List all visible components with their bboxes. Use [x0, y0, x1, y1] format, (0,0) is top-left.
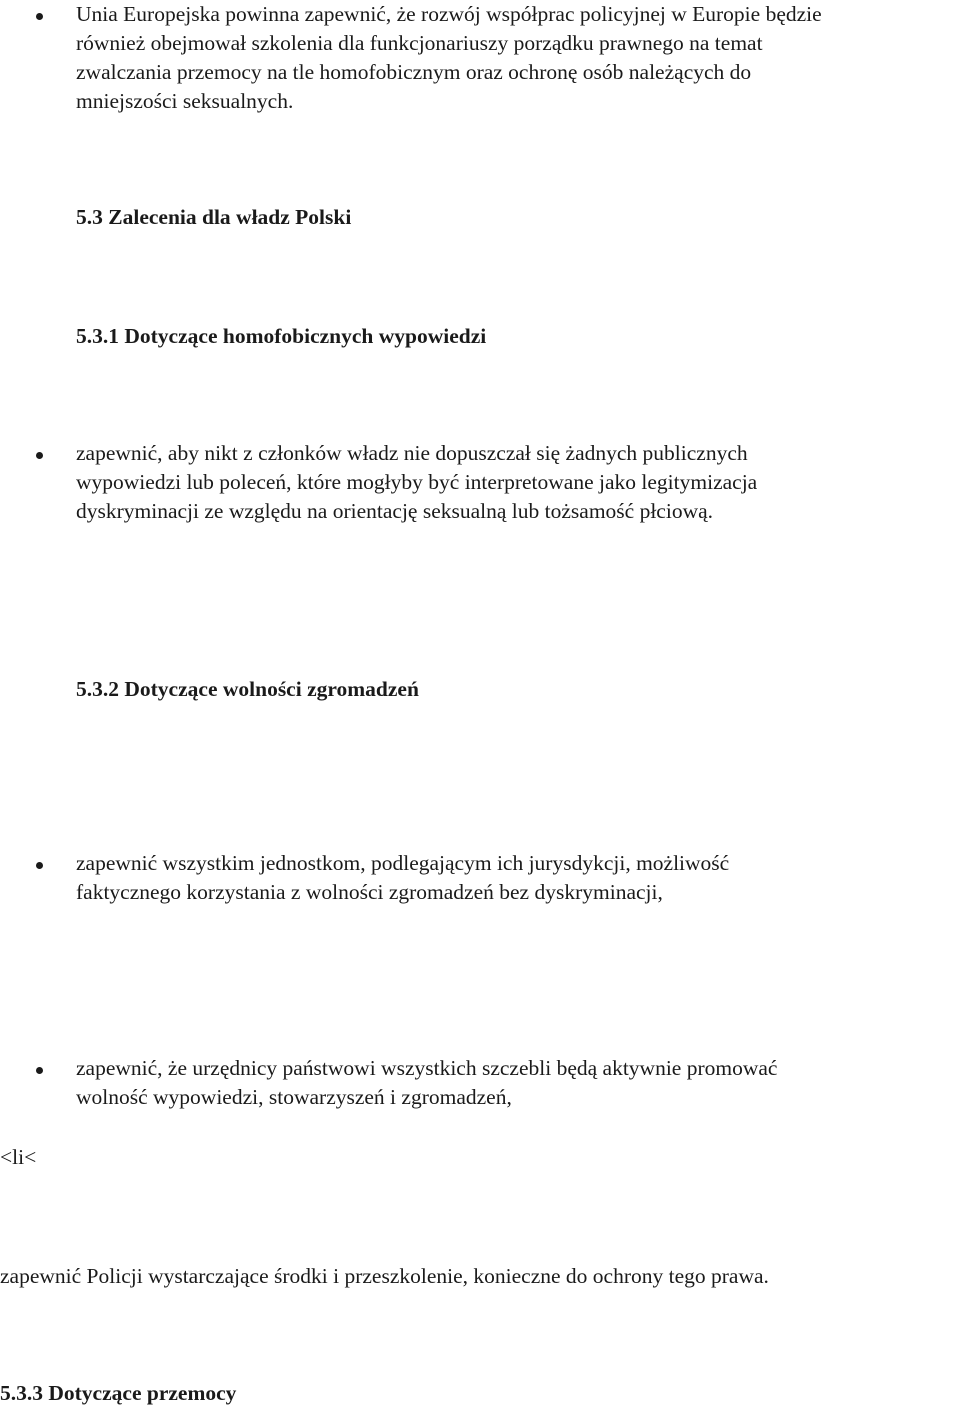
bullet-dot — [36, 862, 43, 869]
section-heading-5-3-1: 5.3.1 Dotyczące homofobicznych wypowiedzi — [76, 324, 487, 348]
text-line: zwalczania przemocy na tle homofobicznym oraz ochronę osób należących do — [76, 60, 752, 84]
text-line: wolność wypowiedzi, stowarzyszeń i zgromadzeń, — [76, 1085, 512, 1109]
text-line: również obejmował szkolenia dla funkcjonariuszy porządku prawnego na temat — [76, 31, 763, 55]
text-line: zapewnić, że urzędnicy państwowi wszystkich szczebli będą aktywnie promować — [76, 1056, 778, 1080]
bullet-dot — [36, 1067, 43, 1074]
section-heading-5-3: 5.3 Zalecenia dla władz Polski — [76, 205, 352, 229]
assembly-paragraph — [76, 849, 956, 907]
text-line: mniejszości seksualnych. — [76, 89, 294, 113]
text-line: zapewnić, aby nikt z członków władz nie dopuszczał się żadnych publicznych — [76, 441, 748, 465]
section-heading-5-3-3: 5.3.3 Dotyczące przemocy — [0, 1381, 237, 1405]
statements-paragraph — [76, 439, 956, 526]
stray-tag-text: <li< — [0, 1145, 37, 1169]
police-paragraph: zapewnić Policji wystarczające środki i przeszkolenie, konieczne do ochrony tego prawa. — [0, 1264, 769, 1288]
intro-paragraph — [76, 0, 956, 116]
text-line: zapewnić wszystkim jednostkom, podlegającym ich jurysdykcji, możliwość — [76, 851, 730, 875]
text-line: Unia Europejska powinna zapewnić, że rozwój współprac policyjnej w Europie będzie — [76, 2, 822, 26]
text-line: wypowiedzi lub poleceń, które mogłyby być interpretowane jako legitymizacja — [76, 470, 758, 494]
bullet-dot — [36, 13, 43, 20]
officials-paragraph — [76, 1054, 956, 1112]
text-line: faktycznego korzystania z wolności zgromadzeń bez dyskryminacji, — [76, 880, 663, 904]
text-line: dyskryminacji ze względu na orientację seksualną lub tożsamość płciową. — [76, 499, 714, 523]
bullet-dot — [36, 452, 43, 459]
section-heading-5-3-2: 5.3.2 Dotyczące wolności zgromadzeń — [76, 677, 419, 701]
